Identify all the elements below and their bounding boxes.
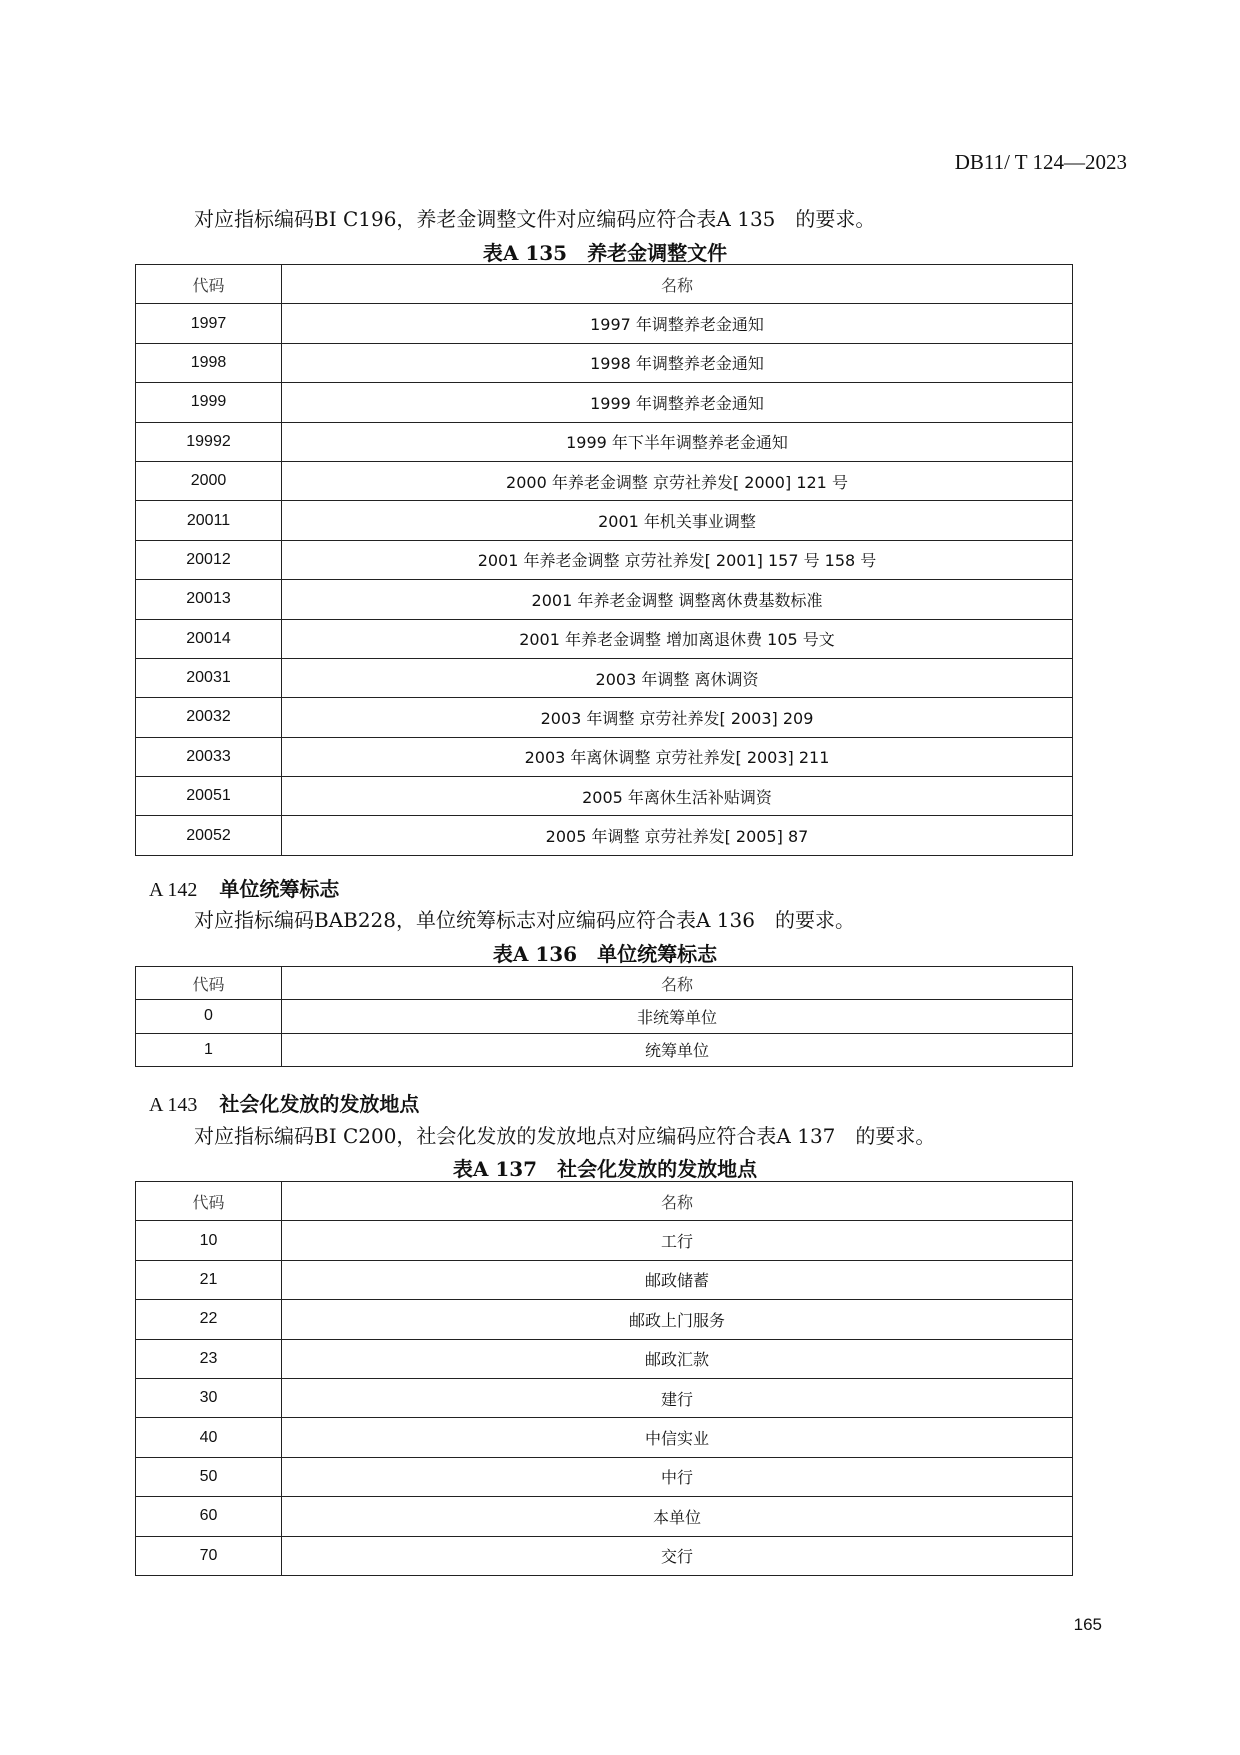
name-cell: 建行 [282,1378,1073,1417]
code-cell: 1998 [136,343,282,382]
name-cell: 2003 年调整 京劳社养发[ 2003] 209 [282,698,1073,737]
name-cell: 1998 年调整养老金通知 [282,343,1073,382]
name-cell: 1999 年下半年调整养老金通知 [282,422,1073,461]
table-row [136,1260,1073,1299]
table-136-body [136,1000,1073,1067]
column-header-name: 名称 [282,265,1073,304]
section-title: 单位统筹标志 [219,877,340,901]
table-row [136,383,1073,422]
table-row [136,1497,1073,1536]
table-row [136,777,1073,816]
code-cell: 20012 [136,540,282,579]
table-row [136,1378,1073,1417]
page-number: 165 [1073,1615,1102,1634]
code-cell: 20011 [136,501,282,540]
table-header-row [136,1182,1073,1221]
name-cell: 邮政上门服务 [282,1300,1073,1339]
section-a143-heading [149,1088,419,1117]
name-cell: 邮政汇款 [282,1339,1073,1378]
table-row [136,422,1073,461]
table-135-caption: 表A 135 养老金调整文件 [482,241,728,265]
table-row [136,304,1073,343]
table-row [136,580,1073,619]
table-row [136,1339,1073,1378]
table-136-caption: 表A 136 单位统筹标志 [492,942,718,966]
table-header-row [136,265,1073,304]
table-row [136,619,1073,658]
table-row [136,737,1073,776]
name-cell: 交行 [282,1536,1073,1575]
column-header-code: 代码 [136,967,282,1000]
section-title: 社会化发放的发放地点 [219,1092,420,1116]
table-row [136,816,1073,855]
name-cell: 2001 年养老金调整 京劳社养发[ 2001] 157 号 158 号 [282,540,1073,579]
code-cell: 21 [136,1260,282,1299]
table-row [136,1000,1073,1033]
code-cell: 20051 [136,777,282,816]
name-cell: 2000 年养老金调整 京劳社养发[ 2000] 121 号 [282,461,1073,500]
table-row [136,501,1073,540]
table-135-body [136,304,1073,855]
code-cell: 1997 [136,304,282,343]
code-cell: 70 [136,1536,282,1575]
name-cell: 1997 年调整养老金通知 [282,304,1073,343]
table-row [136,1536,1073,1575]
table-row [136,1221,1073,1260]
name-cell: 中行 [282,1457,1073,1496]
name-cell: 本单位 [282,1497,1073,1536]
code-cell: 20033 [136,737,282,776]
code-cell: 30 [136,1378,282,1417]
code-cell: 2000 [136,461,282,500]
table-137-caption: 表A 137 社会化发放的发放地点 [452,1157,758,1181]
name-cell: 2001 年养老金调整 增加离退休费 105 号文 [282,619,1073,658]
table-row [136,1033,1073,1066]
code-cell: 20032 [136,698,282,737]
code-cell: 1999 [136,383,282,422]
code-cell: 23 [136,1339,282,1378]
table-row [136,461,1073,500]
code-cell: 1 [136,1033,282,1066]
section-number: A 142 [149,879,198,901]
code-cell: 20013 [136,580,282,619]
column-header-code: 代码 [136,265,282,304]
name-cell: 2005 年调整 京劳社养发[ 2005] 87 [282,816,1073,855]
code-cell: 10 [136,1221,282,1260]
name-cell: 2001 年机关事业调整 [282,501,1073,540]
code-cell: 40 [136,1418,282,1457]
code-cell: 22 [136,1300,282,1339]
table-row [136,1418,1073,1457]
table-row [136,1300,1073,1339]
code-cell: 60 [136,1497,282,1536]
document-code-header: DB11/ T 124—2023 [954,150,1127,174]
table-row [136,1457,1073,1496]
code-cell: 20052 [136,816,282,855]
code-cell: 50 [136,1457,282,1496]
table-137-body [136,1221,1073,1576]
table-137 [135,1181,1073,1576]
code-cell: 20014 [136,619,282,658]
section-number: A 143 [149,1094,198,1116]
column-header-name: 名称 [282,967,1073,1000]
name-cell: 2003 年调整 离休调资 [282,658,1073,697]
intro-paragraph-table-137: 对应指标编码BI C200，社会化发放的发放地点对应编码应符合表A 137 的要求。 [194,1124,936,1148]
code-cell: 19992 [136,422,282,461]
code-cell: 0 [136,1000,282,1033]
table-header-row [136,967,1073,1000]
name-cell: 邮政储蓄 [282,1260,1073,1299]
name-cell: 1999 年调整养老金通知 [282,383,1073,422]
name-cell: 2001 年养老金调整 调整离休费基数标准 [282,580,1073,619]
table-row [136,343,1073,382]
name-cell: 2005 年离休生活补贴调资 [282,777,1073,816]
table-row [136,540,1073,579]
code-cell: 20031 [136,658,282,697]
table-136 [135,966,1073,1067]
name-cell: 中信实业 [282,1418,1073,1457]
intro-paragraph-table-135: 对应指标编码BI C196，养老金调整文件对应编码应符合表A 135 的要求。 [194,207,876,231]
table-row [136,698,1073,737]
column-header-code: 代码 [136,1182,282,1221]
name-cell: 非统筹单位 [282,1000,1073,1033]
table-row [136,658,1073,697]
table-135 [135,264,1073,856]
section-a142-heading [149,873,339,902]
name-cell: 统筹单位 [282,1033,1073,1066]
column-header-name: 名称 [282,1182,1073,1221]
intro-paragraph-table-136: 对应指标编码BAB228，单位统筹标志对应编码应符合表A 136 的要求。 [194,908,855,932]
name-cell: 2003 年离休调整 京劳社养发[ 2003] 211 [282,737,1073,776]
name-cell: 工行 [282,1221,1073,1260]
